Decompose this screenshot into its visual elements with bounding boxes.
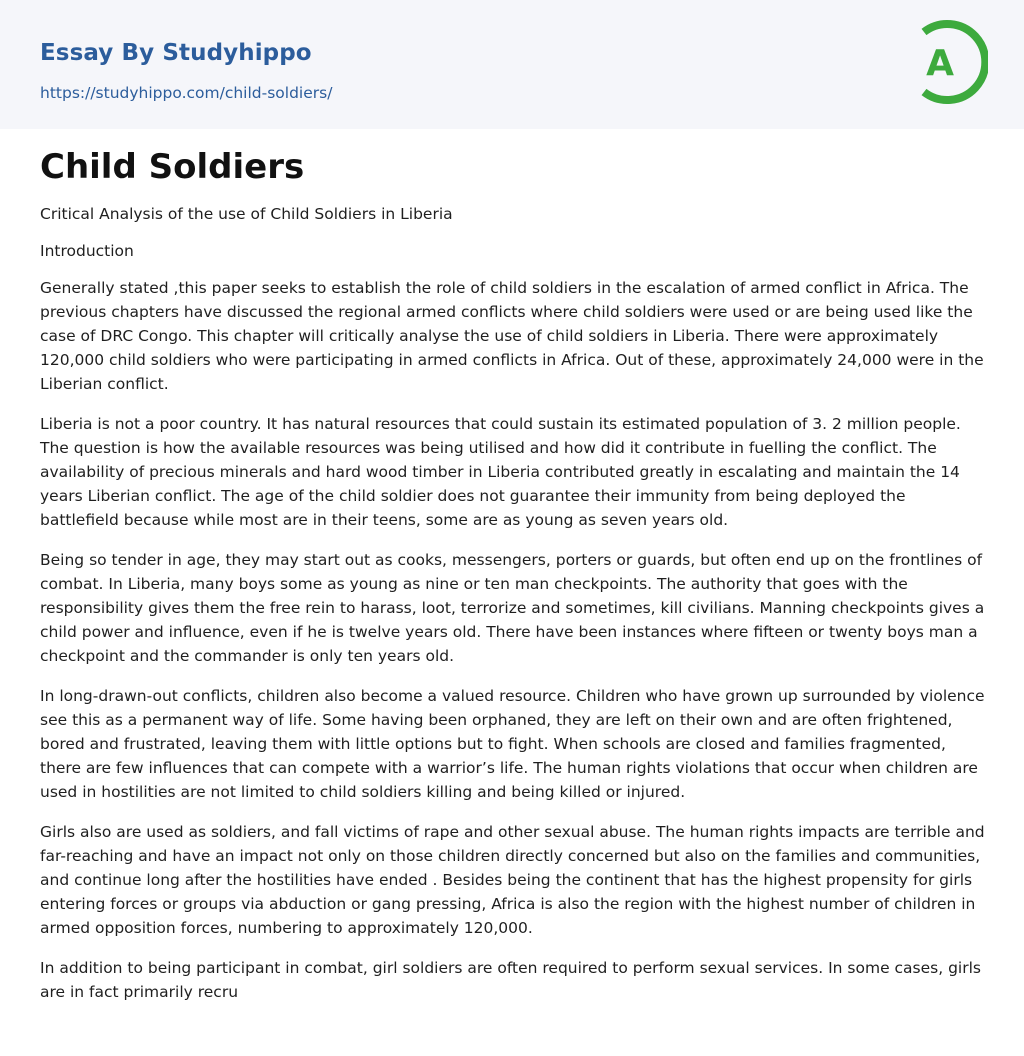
logo-letter: A (926, 43, 954, 84)
article-content (0, 129, 1024, 1004)
site-brand[interactable]: Essay By Studyhippo (40, 40, 312, 66)
paragraph: In long-drawn-out conflicts, children also become a valued resource. Children who have grown up surrounded by violence see this as a permanent way of life. Some having been orphaned, they are left on their own and are often frightened, bored and frustrated, leaving them with little options but to fight. When schools are closed and families fragmented, there are few influences that can compete with a warrior’s life. The human rights violations that occur when children are used in hostilities are not limited to child soldiers killing and being killed or injured. (40, 687, 985, 801)
page-header (0, 0, 1024, 129)
studyhippo-logo-icon[interactable] (912, 18, 988, 106)
paragraph: Girls also are used as soldiers, and fall victims of rape and other sexual abuse. The human rights impacts are terrible and far-reaching and have an impact not only on those children directly concerned but also on the families and communities, and continue long after the hostilities have ended . Besides being the continent that has the highest propensity for girls entering forces or groups via abduction or gang pressing, Africa is also the region with the highest number of children in armed opposition forces, numbering to approximately 120,000. (40, 823, 985, 937)
paragraph: Liberia is not a poor country. It has natural resources that could sustain its estimated population of 3. 2 million people. The question is how the available resources was being utilised and how did it contribute in fuelling the conflict. The availability of precious minerals and hard wood timber in Liberia contributed greatly in escalating and maintain the 14 years Liberian conflict. The age of the child soldier does not guarantee their immunity from being deployed the battlefield because while most are in their teens, some are as young as seven years old. (40, 415, 961, 529)
paragraph: Generally stated ,this paper seeks to establish the role of child soldiers in the escalation of armed conflict in Africa. The previous chapters have discussed the regional armed conflicts where child soldiers were used or are being used like the case of DRC Congo. This chapter will critically analyse the use of child soldiers in Liberia. There were approximately 120,000 child soldiers who were participating in armed conflicts in Africa. Out of these, approximately 24,000 were in the Liberian conflict. (40, 279, 984, 393)
article-title: Child Soldiers (40, 147, 305, 187)
essay-url-link[interactable]: https://studyhippo.com/child-soldiers/ (40, 84, 333, 102)
paragraph-truncated: In addition to being participant in combat, girl soldiers are often required to perform sexual services. In some cases, girls are in fact primarily recru (40, 959, 981, 1001)
section-heading: Introduction (40, 242, 134, 260)
article-subtitle: Critical Analysis of the use of Child Soldiers in Liberia (40, 205, 453, 223)
paragraph: Being so tender in age, they may start out as cooks, messengers, porters or guards, but often end up on the frontlines of combat. In Liberia, many boys some as young as nine or ten man checkpoints. The authority that goes with the responsibility gives them the free rein to harass, loot, terrorize and sometimes, kill civilians. Manning checkpoints gives a child power and influence, even if he is twelve years old. There have been instances where fifteen or twenty boys man a checkpoint and the commander is only ten years old. (40, 551, 985, 665)
